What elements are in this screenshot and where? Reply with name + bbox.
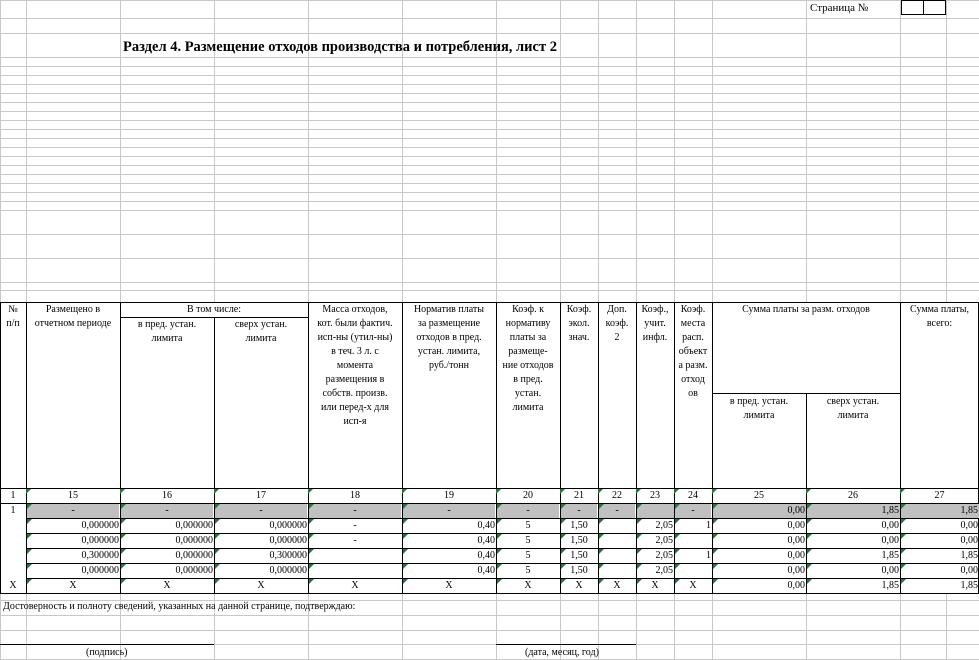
table-cell[interactable]: 1,50 [561, 549, 597, 563]
table-cell[interactable]: X [27, 579, 119, 593]
table-cell[interactable] [599, 549, 635, 563]
table-cell[interactable]: 0,00 [901, 564, 979, 578]
column-number: 1 [10, 490, 16, 501]
table-cell[interactable]: 0,40 [403, 534, 496, 548]
table-cell[interactable]: 0,300000 [215, 549, 308, 563]
table-cell[interactable]: 1 [675, 519, 712, 533]
header-sum-within: в пред. устан. лимита [729, 396, 789, 421]
table-cell[interactable]: 0,00 [713, 549, 806, 563]
table-cell[interactable]: 0,00 [901, 519, 979, 533]
table-cell[interactable]: 1,50 [561, 534, 597, 548]
table-cell[interactable]: 0,000000 [27, 519, 120, 533]
table-cell[interactable]: 0,000000 [121, 564, 214, 578]
table-cell[interactable]: 0,00 [713, 564, 806, 578]
header-coef-place: Коэф. места расп. объект а разм. отход ов [678, 304, 708, 399]
header-coef-norm: Коэф. к нормативу платы за размеще- ние отходов в пред. устан. лимита [502, 304, 554, 413]
table-cell[interactable]: 0,300000 [27, 549, 120, 563]
header-sum: Сумма платы за разм. отходов [742, 304, 870, 315]
column-number: 24 [674, 489, 712, 503]
column-number: 22 [598, 489, 636, 503]
table-cell[interactable]: 0,000000 [215, 564, 308, 578]
table-cell[interactable]: 1,85 [901, 579, 979, 593]
page-number-box[interactable] [901, 0, 924, 15]
table-cell[interactable]: 0,40 [403, 519, 496, 533]
column-number: 25 [712, 489, 806, 503]
table-cell[interactable]: - [309, 534, 401, 548]
table-cell[interactable] [599, 534, 635, 548]
table-cell[interactable]: 2,05 [637, 549, 674, 563]
table-cell[interactable]: X [403, 579, 495, 593]
header-num: № п/п [6, 304, 20, 329]
table-cell[interactable]: 0,000000 [215, 534, 308, 548]
table-cell[interactable]: 5 [497, 549, 559, 563]
signature-caption: (подпись) [86, 647, 128, 658]
date-caption: (дата, месяц, год) [525, 647, 599, 658]
table-cell[interactable]: 0,000000 [27, 534, 120, 548]
table-cell[interactable]: 0,40 [403, 564, 496, 578]
column-number: 18 [308, 489, 402, 503]
page-title: Раздел 4. Размещение отходов производства и потребления, лист 2 [123, 39, 557, 55]
table-cell[interactable]: X [637, 579, 673, 593]
column-number: 20 [496, 489, 560, 503]
table-cell[interactable]: 0,000000 [121, 549, 214, 563]
column-number: 27 [900, 489, 979, 503]
table-cell[interactable]: 0,000000 [121, 534, 214, 548]
table-cell[interactable] [1, 564, 25, 578]
header-mass: Масса отходов, кот. были фактич. исп-ны (утил-ны) в теч. 3 л. с момента размещения в собств. произв. или перед-х для исп-я [317, 304, 393, 427]
table-cell[interactable]: 0,40 [403, 549, 496, 563]
table-cell[interactable]: 0,00 [713, 504, 806, 518]
table-cell[interactable]: 1,50 [561, 564, 597, 578]
table-cell[interactable]: - [309, 519, 401, 533]
table-cell[interactable]: 1,85 [807, 579, 900, 593]
table-cell[interactable]: 1,85 [901, 504, 979, 518]
table-cell[interactable] [599, 564, 635, 578]
table-cell[interactable]: X [121, 579, 213, 593]
column-number: 15 [26, 489, 120, 503]
table-cell[interactable]: - [309, 504, 401, 518]
table-cell[interactable] [1, 534, 25, 548]
table-cell[interactable] [309, 549, 401, 563]
table-cell[interactable]: X [9, 580, 17, 591]
table-cell[interactable]: X [599, 579, 635, 593]
table-cell[interactable]: - [497, 504, 559, 518]
table-cell[interactable]: - [215, 504, 307, 518]
table-cell[interactable]: - [403, 504, 495, 518]
table-cell[interactable]: 0,00 [807, 519, 900, 533]
header-over-limit: сверх устан. лимита [234, 319, 288, 344]
table-cell[interactable]: 1 [10, 505, 16, 516]
header-norm: Норматив платы за размещение отходов в пред. устан. лимита, руб./тонн [413, 304, 485, 371]
header-within-limit: в пред. устан. лимита [137, 319, 197, 344]
table-cell[interactable]: 5 [497, 534, 559, 548]
table-cell[interactable]: 1,85 [807, 549, 900, 563]
table-cell[interactable]: - [599, 504, 635, 518]
page-number-box[interactable] [923, 0, 946, 15]
table-cell[interactable]: 1,85 [901, 549, 979, 563]
table-cell[interactable]: 5 [497, 519, 559, 533]
table-cell[interactable]: - [675, 504, 711, 518]
table-cell[interactable]: 0,00 [713, 519, 806, 533]
table-cell[interactable] [1, 519, 25, 533]
table-cell[interactable] [675, 534, 712, 548]
column-number: 26 [806, 489, 900, 503]
column-number: 19 [402, 489, 496, 503]
header-placed: Размещено в отчетном периоде [34, 304, 112, 329]
confirmation-text: Достоверность и полноту сведений, указанных на данной странице, подтверждаю: [3, 601, 356, 612]
table-cell[interactable] [1, 549, 25, 563]
header-sum-total: Сумма платы, всего: [910, 304, 969, 329]
table-cell[interactable]: 0,00 [713, 579, 806, 593]
table-cell[interactable]: X [309, 579, 401, 593]
table-cell[interactable]: 1 [675, 549, 712, 563]
table-cell[interactable] [675, 564, 712, 578]
table-cell[interactable] [637, 504, 674, 518]
column-number: 21 [560, 489, 598, 503]
page-number-label: Страница № [810, 2, 869, 14]
table-cell[interactable]: 1,50 [561, 519, 597, 533]
header-sum-over: сверх устан. лимита [826, 396, 880, 421]
table-cell[interactable]: 0,00 [807, 564, 900, 578]
table-cell[interactable]: X [215, 579, 307, 593]
table-cell[interactable]: - [121, 504, 213, 518]
table-cell[interactable]: X [675, 579, 711, 593]
table-cell[interactable]: 1,85 [807, 504, 900, 518]
table-cell[interactable]: 5 [497, 564, 559, 578]
table-cell[interactable]: 0,000000 [215, 519, 308, 533]
table-cell[interactable]: 0,000000 [121, 519, 214, 533]
column-number: 17 [214, 489, 308, 503]
header-coef-ecol: Коэф. экол. знач. [566, 304, 592, 343]
table-cell[interactable]: 2,05 [637, 519, 674, 533]
table-cell[interactable]: 0,000000 [27, 564, 120, 578]
table-cell[interactable]: 0,00 [713, 534, 806, 548]
table-cell[interactable]: 0,00 [901, 534, 979, 548]
header-including: В том числе: [186, 304, 242, 315]
table-cell[interactable]: 2,05 [637, 534, 674, 548]
table-cell[interactable] [309, 564, 401, 578]
table-cell[interactable]: X [497, 579, 559, 593]
table-cell[interactable]: X [561, 579, 597, 593]
header-coef-infl: Коэф., учит. инфл. [641, 304, 669, 343]
table-cell[interactable] [599, 519, 635, 533]
table-cell[interactable]: - [27, 504, 119, 518]
column-number: 16 [120, 489, 214, 503]
table-cell[interactable]: 2,05 [637, 564, 674, 578]
table-cell[interactable]: - [561, 504, 597, 518]
header-coef-add: Доп. коэф. 2 [605, 304, 629, 343]
table-cell[interactable]: 0,00 [807, 534, 900, 548]
column-number: 23 [636, 489, 674, 503]
